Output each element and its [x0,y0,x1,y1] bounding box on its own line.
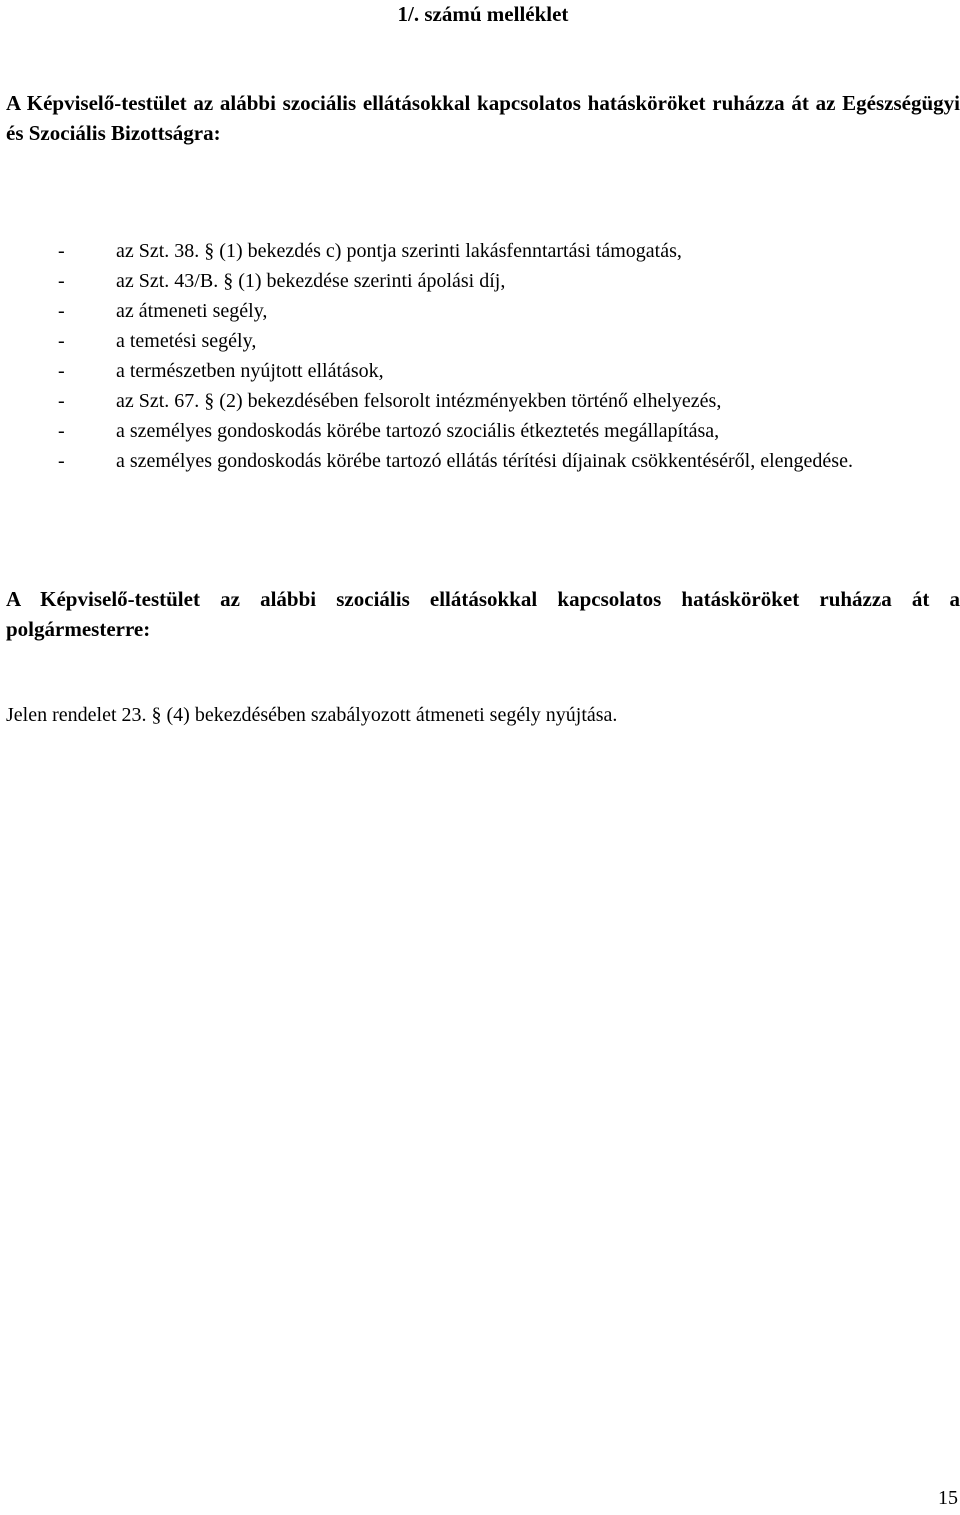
mayor-delegation-paragraph: Jelen rendelet 23. § (4) bekezdésében szabályozott átmeneti segély nyújtása. [6,704,618,726]
page-number: 15 [938,1487,958,1509]
bullet-dash: - [58,240,65,262]
list-item-text: a személyes gondoskodás körébe tartozó ellátás térítési díjainak csökkentéséről, elengedése. [116,450,853,472]
list-item [6,386,960,416]
list-item-text: az Szt. 67. § (2) bekezdésében felsorolt intézményekben történő elhelyezés, [116,390,722,412]
list-item [6,416,960,446]
list-item [6,236,960,266]
list-item-text: az átmeneti segély, [116,300,268,322]
list-item [6,326,960,356]
list-item-text: a temetési segély, [116,330,257,352]
page-title: 1/. számú melléklet [397,2,569,26]
bullet-dash: - [58,330,65,352]
bullet-dash: - [58,300,65,322]
section-heading-mayor: A Képviselő-testület az alábbi szociális ellátásokkal kapcsolatos hatásköröket ruházza át a polgármesterre: [6,587,960,641]
list-item-text: az Szt. 43/B. § (1) bekezdése szerinti ápolási díj, [116,270,506,292]
bullet-dash: - [58,420,65,442]
bullet-dash: - [58,390,65,412]
list-item [6,296,960,326]
list-item [6,446,960,476]
list-item-text: a természetben nyújtott ellátások, [116,360,384,382]
list-item [6,356,960,386]
list-item-text: az Szt. 38. § (1) bekezdés c) pontja szerinti lakásfenntartási támogatás, [116,240,682,262]
list-item [6,266,960,296]
bullet-dash: - [58,450,65,472]
section-heading-committee: A Képviselő-testület az alábbi szociális ellátásokkal kapcsolatos hatásköröket ruházza át az Egészségügyi és Szociális Bizottságra: [6,91,960,145]
bullet-dash: - [58,360,65,382]
bullet-dash: - [58,270,65,292]
delegated-powers-list [6,236,960,476]
list-item-text: a személyes gondoskodás körébe tartozó szociális étkeztetés megállapítása, [116,420,720,442]
